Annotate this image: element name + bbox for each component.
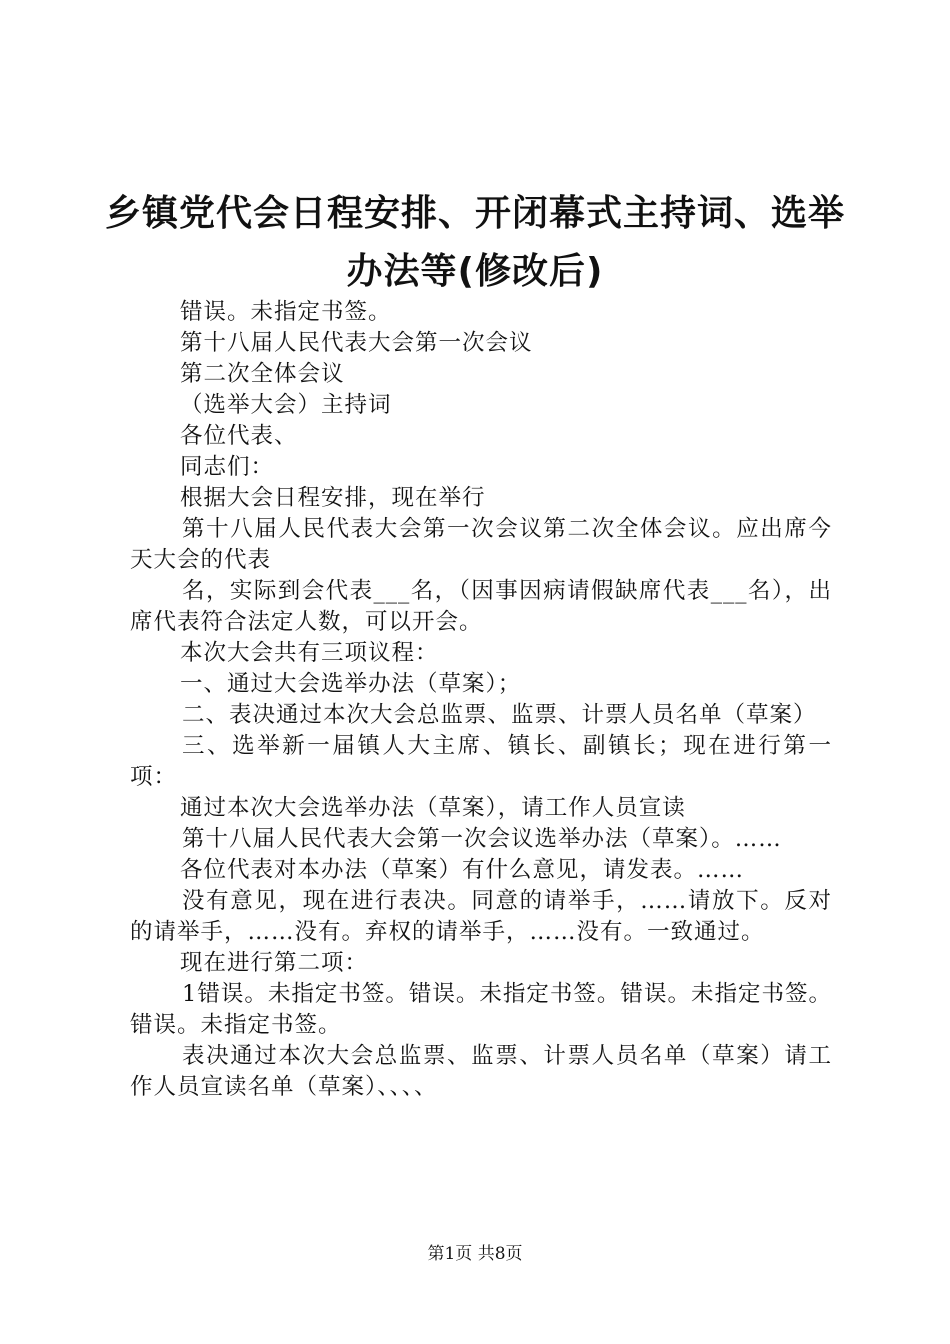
paragraph: 同志们： — [180, 454, 275, 480]
title-line-1: 乡镇党代会日程安排、开闭幕式主持词、选举 — [104, 193, 845, 234]
paragraph: 名，实际到会代表___名，（因事因病请假缺席代表___名），出席代表符合法定人数，可以开会。 — [130, 578, 832, 635]
paragraph: 表决通过本次大会总监票、监票、计票人员名单（草案）请工作人员宣读名单（草案）、、、、 — [130, 1043, 832, 1100]
paragraph: （选举大会）主持词 — [180, 392, 392, 418]
paragraph: 没有意见，现在进行表决。同意的请举手，……请放下。反对的请举手，……没有。弃权的请举手，……没有。一致通过。 — [130, 888, 832, 945]
paragraph: 本次大会共有三项议程： — [180, 640, 439, 666]
title-line-2: 办法等(修改后) — [346, 251, 604, 292]
paragraph: 第十八届人民代表大会第一次会议第二次全体会议。应出席今天大会的代表 — [130, 516, 832, 573]
paragraph: 通过本次大会选举办法（草案），请工作人员宣读 — [180, 795, 686, 821]
paragraph: 根据大会日程安排，现在举行 — [180, 485, 486, 511]
page-footer: 第1页 共8页 — [427, 1244, 523, 1264]
paragraph: 现在进行第二项： — [180, 950, 369, 976]
document-title — [100, 185, 850, 301]
paragraph: 各位代表、 — [180, 423, 298, 449]
paragraph: 第十八届人民代表大会第一次会议 — [180, 330, 533, 356]
paragraph: 一、通过大会选举办法（草案）； — [180, 671, 522, 697]
paragraph: 第十八届人民代表大会第一次会议选举办法（草案）。…… — [182, 826, 782, 852]
paragraph: 1错误。未指定书签。错误。未指定书签。错误。未指定书签。错误。未指定书签。 — [130, 981, 832, 1038]
paragraph: 二、表决通过本次大会总监票、监票、计票人员名单（草案） — [182, 702, 817, 728]
paragraph: 错误。未指定书签。 — [180, 299, 392, 325]
paragraph: 各位代表对本办法（草案）有什么意见，请发表。…… — [180, 857, 745, 883]
document-body — [130, 297, 832, 1103]
paragraph: 三、选举新一届镇人大主席、镇长、副镇长；现在进行第一项： — [130, 733, 832, 790]
paragraph: 第二次全体会议 — [180, 361, 345, 387]
